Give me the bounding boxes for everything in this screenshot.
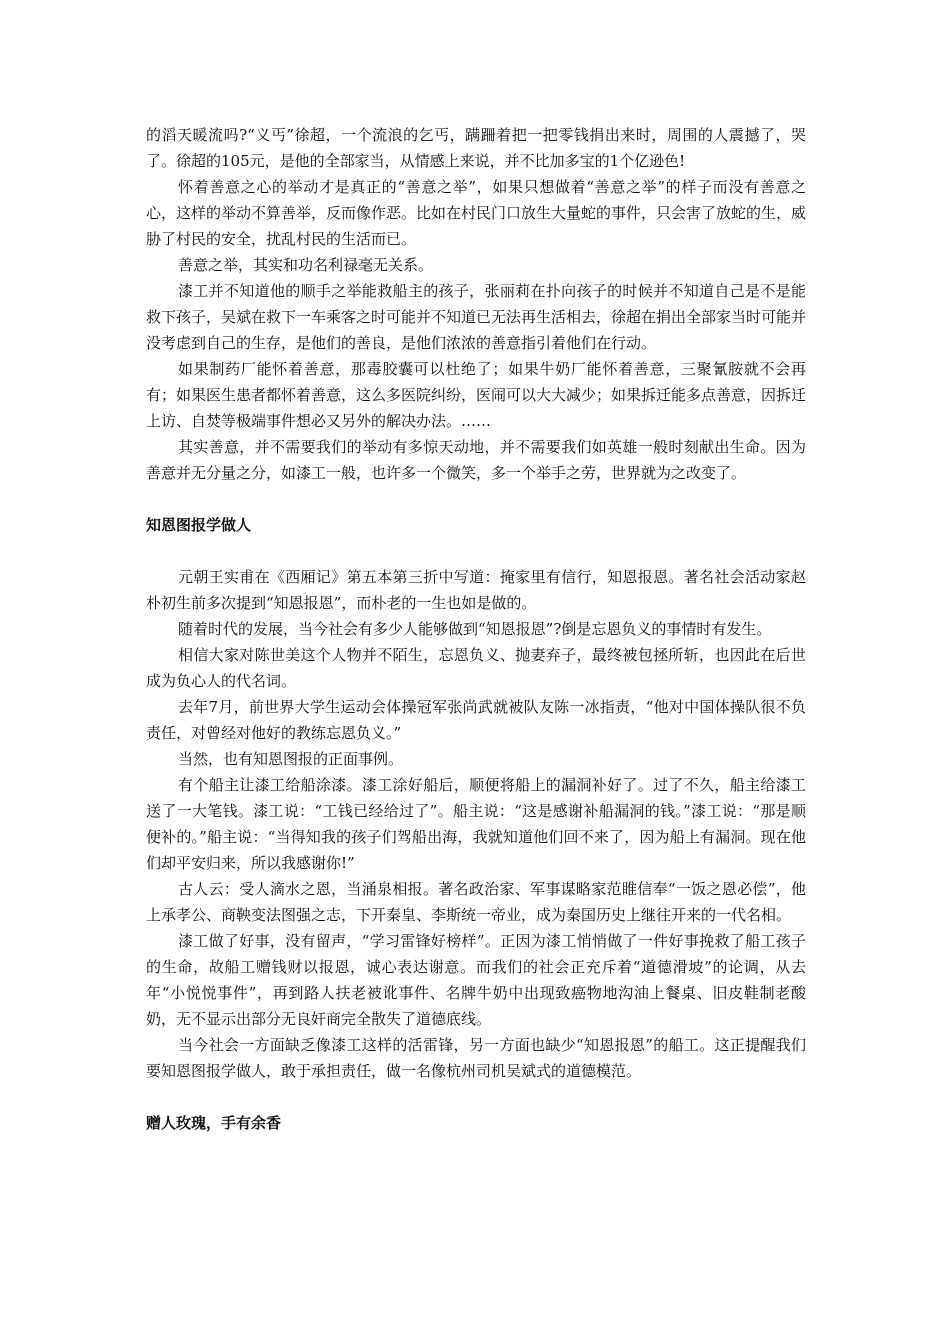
paragraph: 元朝王实甫在《西厢记》第五本第三折中写道：掩家里有信行，知恩报恩。著名社会活动家赵朴初生前多次提到“知恩报恩”，而朴老的一生也如是做的。 (146, 568, 806, 612)
paragraph: 如果制药厂能怀着善意，那毒胶囊可以杜绝了；如果牛奶厂能怀着善意，三聚氰胺就不会再有；如果医生患者都怀着善意，这么多医院纠纷，医闹可以大大减少；如果拆迁能多点善意，因拆迁上访、自焚等极端事件想必又另外的解决办法。…… (146, 360, 807, 430)
document-page (146, 122, 806, 1136)
paragraph: 漆工并不知道他的顺手之举能救船主的孩子，张丽莉在扑向孩子的时候并不知道自己是不是能救下孩子，吴斌在救下一车乘客之时可能并不知道已无法再生活相去，徐超在捐出全部家当时可能并没考虑到自己的生存，是他们的善良，是他们浓浓的善意指引着他们在行动。 (146, 282, 807, 352)
section-title: 赠人玫瑰，手有余香 (146, 1114, 282, 1132)
paragraph: 的滔天暖流吗?“义丐”徐超，一个流浪的乞丐，蹒跚着把一把零钱捐出来时，周围的人震撼了，哭了。徐超的105元，是他的全部家当，从情感上来说，并不比加多宝的1个亿逊色! (146, 126, 806, 170)
paragraph: 去年7月，前世界大学生运动会体操冠军张尚武就被队友陈一冰指责，“他对中国体操队很不负责任，对曾经对他好的教练忘恩负义。” (146, 698, 806, 742)
section-title: 知恩图报学做人 (146, 516, 252, 534)
paragraph: 怀着善意之心的举动才是真正的“善意之举”，如果只想做着“善意之举”的样子而没有善意之心，这样的举动不算善举，反而像作恶。比如在村民门口放生大量蛇的事件，只会害了放蛇的生，威胁了村民的安全，扰乱村民的生活而已。 (146, 178, 807, 248)
paragraph: 当然，也有知恩图报的正面事例。 (178, 750, 404, 768)
paragraph: 古人云：受人滴水之恩，当涌泉相报。著名政治家、军事谋略家范睢信奉“一饭之恩必偿”，他上承孝公、商鞅变法图强之志，下开秦皇、李斯统一帝业，成为秦国历史上继往开来的一代名相。 (146, 880, 806, 924)
paragraph: 有个船主让漆工给船涂漆。漆工涂好船后，顺便将船上的漏洞补好了。过了不久，船主给漆工送了一大笔钱。漆工说：“工钱已经给过了”。船主说：“这是感谢补船漏洞的钱。”漆工说：“那是顺便补的。”船主说：“当得知我的孩子们驾船出海，我就知道他们回不来了，因为船上有漏洞。现在他们却平安归来，所以我感谢你!” (146, 776, 806, 872)
paragraph: 其实善意，并不需要我们的举动有多惊天动地，并不需要我们如英雄一般时刻献出生命。因为善意并无分量之分，如漆工一般，也许多一个微笑，多一个举手之劳，世界就为之改变了。 (146, 438, 806, 482)
paragraph: 漆工做了好事，没有留声，“学习雷锋好榜样”。正因为漆工悄悄做了一件好事挽救了船工孩子的生命，故船工赠钱财以报恩，诚心表达谢意。而我们的社会正充斥着“道德滑坡”的论调，从去年“小悦悦事件”，再到路人扶老被讹事件、名牌牛奶中出现致癌物地沟油上餐桌、旧皮鞋制老酸奶，无不显示出部分无良奸商完全散失了道德底线。 (146, 932, 806, 1028)
paragraph: 当今社会一方面缺乏像漆工这样的活雷锋，另一方面也缺少“知恩报恩”的船工。这正提醒我们要知恩图报学做人，敢于承担责任，做一名像杭州司机吴斌式的道德模范。 (146, 1036, 806, 1080)
paragraph: 随着时代的发展，当今社会有多少人能够做到“知恩报恩”?倒是忘恩负义的事情时有发生。 (178, 620, 772, 638)
paragraph: 善意之举，其实和功名利禄毫无关系。 (178, 256, 434, 274)
paragraph: 相信大家对陈世美这个人物并不陌生，忘恩负义、抛妻弃子，最终被包拯所斩，也因此在后世成为负心人的代名词。 (146, 646, 806, 690)
